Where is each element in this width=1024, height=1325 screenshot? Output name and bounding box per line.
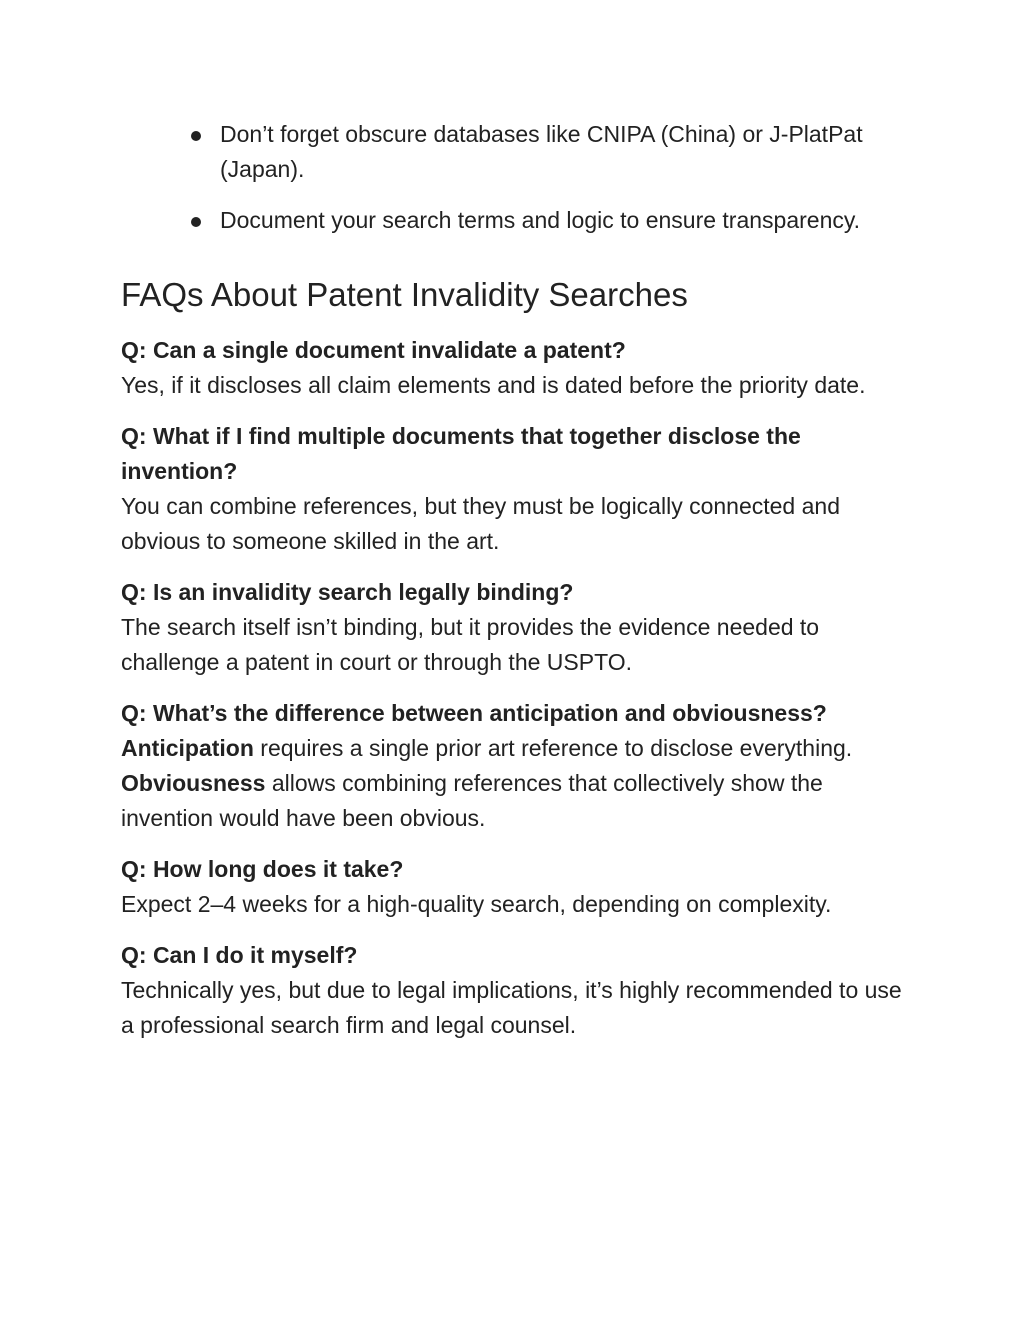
- faq-question: Q: How long does it take?: [121, 856, 404, 882]
- faq-answer: Technically yes, but due to legal implications, it’s highly recommended to use a professional search firm and legal counsel.: [121, 977, 902, 1038]
- bullet-icon: [191, 131, 201, 141]
- faq-answer-obviousness: [121, 766, 911, 836]
- faq-answer: The search itself isn’t binding, but it provides the evidence needed to challenge a patent in court or through the USPTO.: [121, 614, 820, 675]
- faq-answer: Expect 2–4 weeks for a high-quality search, depending on complexity.: [121, 891, 832, 917]
- faq-answer: Yes, if it discloses all claim elements and is dated before the priority date.: [121, 372, 866, 398]
- anticipation-definition: requires a single prior art reference to disclose everything.: [253, 735, 853, 761]
- faq-question: Q: Can I do it myself?: [121, 942, 358, 968]
- faq-answer-anticipation: [121, 731, 911, 766]
- faq-item: [121, 938, 911, 1043]
- list-item: [220, 203, 911, 238]
- faq-question: Q: What if I find multiple documents that together disclose the invention?: [121, 423, 801, 484]
- bullet-icon: [191, 217, 201, 227]
- document-page: [121, 117, 911, 1059]
- faq-answer: You can combine references, but they must be logically connected and obvious to someone skilled in the art.: [121, 493, 840, 554]
- list-item: [220, 117, 911, 187]
- section-title: FAQs About Patent Invalidity Searches: [121, 276, 688, 313]
- faq-question: Q: Is an invalidity search legally binding?: [121, 579, 574, 605]
- faq-question: Q: What’s the difference between anticipation and obviousness?: [121, 700, 827, 726]
- bullet-text: Don’t forget obscure databases like CNIPA (China) or J-PlatPat (Japan).: [220, 121, 863, 182]
- obviousness-definition: allows combining references that collectively show the invention would have been obvious.: [121, 770, 823, 831]
- term-obviousness: Obviousness: [121, 770, 266, 796]
- term-anticipation: Anticipation: [121, 735, 254, 761]
- faq-item: [121, 696, 911, 836]
- faq-item: [121, 575, 911, 680]
- bullet-text: Document your search terms and logic to ensure transparency.: [220, 207, 861, 233]
- faq-question: Q: Can a single document invalidate a patent?: [121, 337, 626, 363]
- faq-item: [121, 852, 911, 922]
- faq-item: [121, 333, 911, 403]
- tips-list: [121, 117, 911, 238]
- faq-item: [121, 419, 911, 559]
